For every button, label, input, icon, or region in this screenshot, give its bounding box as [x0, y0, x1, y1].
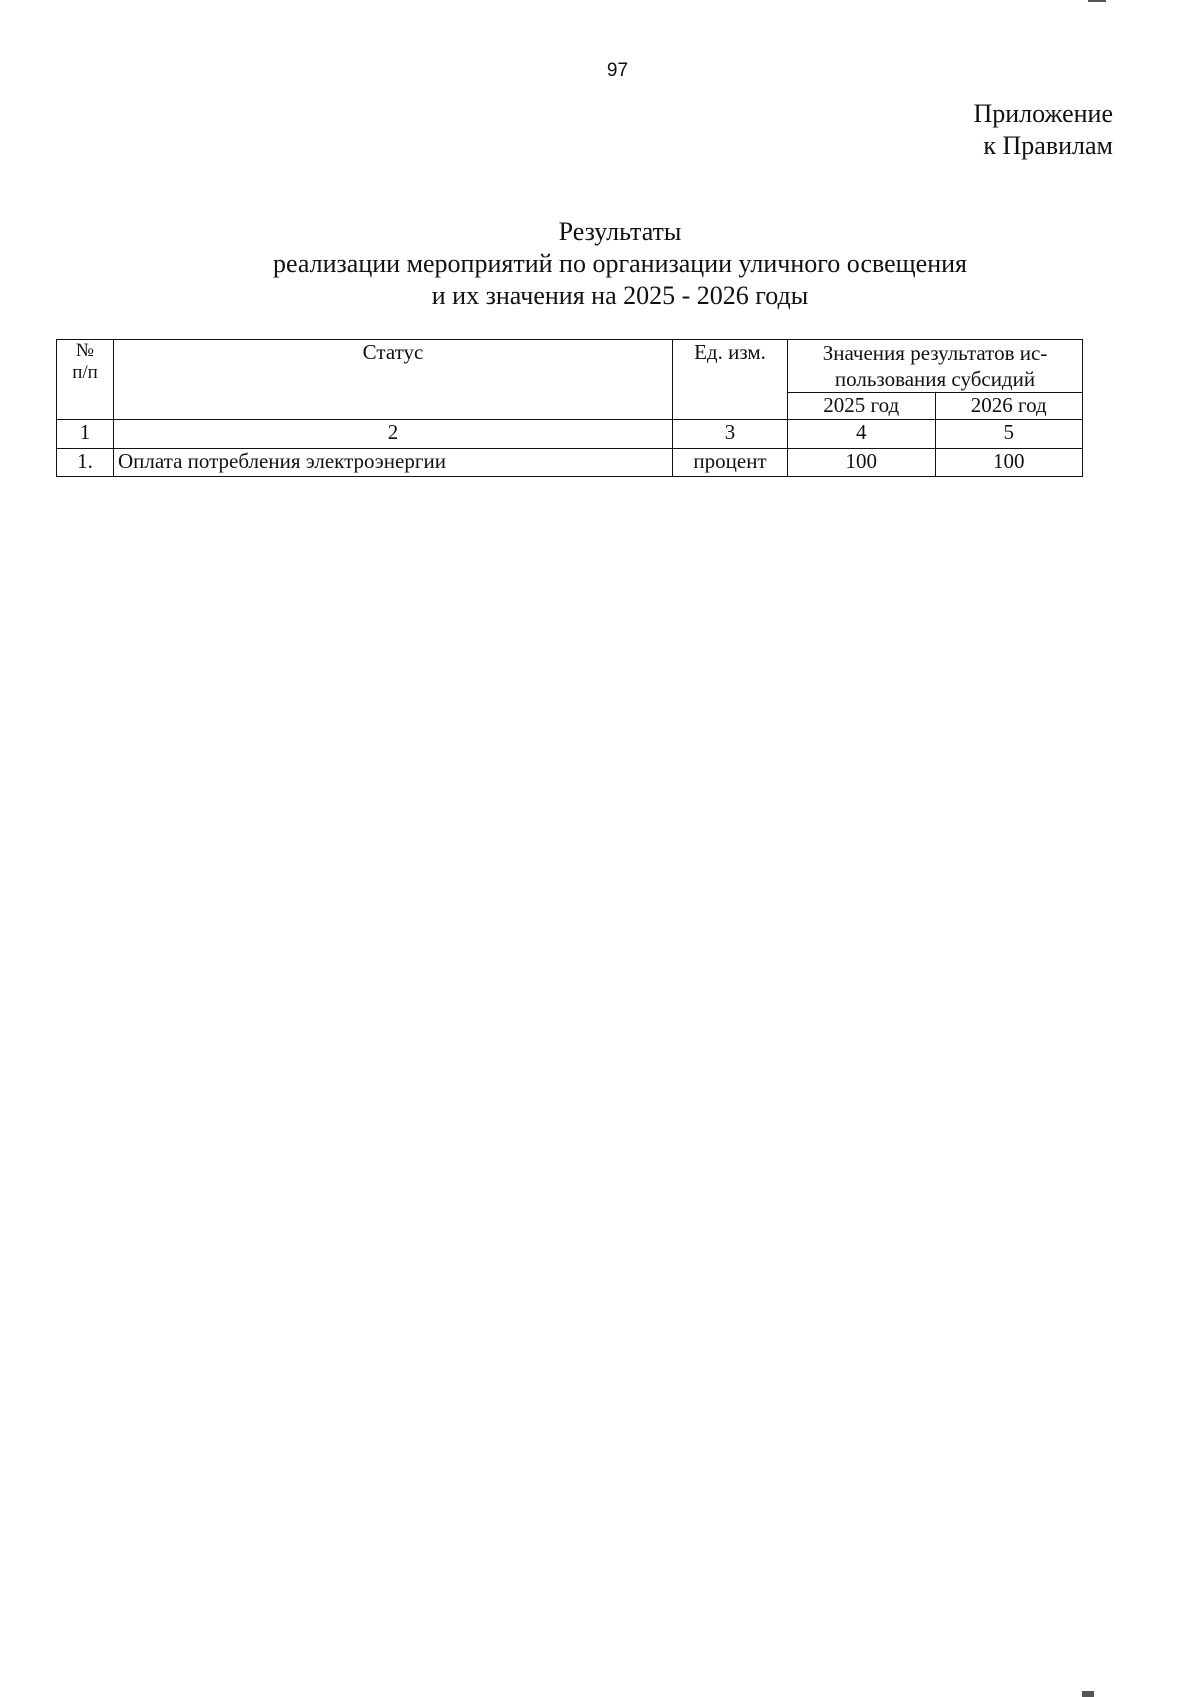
- table-row: [57, 449, 1083, 477]
- column-number-1: 1: [57, 420, 114, 449]
- header-unit: Ед. изм.: [673, 340, 788, 420]
- header-values: Значения результатов ис-пользования субсидий: [788, 340, 1083, 393]
- row-value-2025: 100: [788, 449, 936, 477]
- header-year-2025: 2025 год: [788, 393, 936, 420]
- document-title: [0, 216, 1200, 312]
- column-number-3: 3: [673, 420, 788, 449]
- title-line-2: реализации мероприятий по организации уличного освещения: [273, 249, 967, 278]
- header-year-2026: 2026 год: [935, 393, 1083, 420]
- row-value-2026: 100: [935, 449, 1083, 477]
- header-num-symbol: №: [75, 340, 95, 361]
- results-table: [56, 339, 1083, 477]
- scan-edge-mark-bottom: [1082, 1691, 1094, 1697]
- table-header-row: [57, 340, 1083, 393]
- title-line-1: Результаты: [558, 217, 682, 246]
- header-status: Статус: [114, 340, 673, 420]
- column-number-4: 4: [788, 420, 936, 449]
- appendix-note: [973, 98, 1113, 162]
- row-unit: процент: [673, 449, 788, 477]
- row-status: Оплата потребления электроэнергии: [114, 449, 673, 477]
- scan-edge-mark-top: [1088, 0, 1106, 2]
- page-number: 97: [606, 60, 629, 81]
- column-number-2: 2: [114, 420, 673, 449]
- header-num: [57, 340, 114, 420]
- header-num-sub: п/п: [72, 362, 98, 383]
- column-number-row: [57, 420, 1083, 449]
- appendix-line-1: Приложение: [973, 99, 1113, 128]
- row-num: 1.: [57, 449, 114, 477]
- appendix-line-2: к Правилам: [983, 131, 1113, 160]
- column-number-5: 5: [935, 420, 1083, 449]
- title-line-3: и их значения на 2025 - 2026 годы: [431, 281, 809, 310]
